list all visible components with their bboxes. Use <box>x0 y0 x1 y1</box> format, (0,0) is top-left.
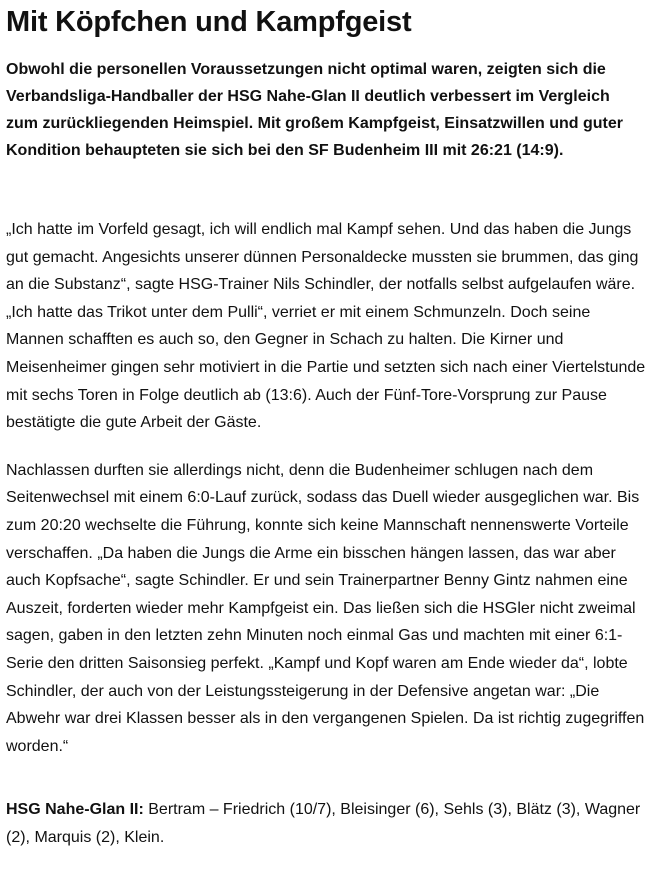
article-paragraph-1: „Ich hatte im Vorfeld gesagt, ich will endlich mal Kampf sehen. Und das haben die Jungs gut gemacht. Angesichts unserer dünnen Personaldecke mussten sie brummen, das ging an die Substanz“, sagte HSG-Trainer Nils Schindler, der notfalls selbst aufgelaufen wäre. „Ich hatte das Trikot unter dem Pulli“, verriet er mit einem Schmunzeln. Doch seine Mannen schafften es auch so, den Gegner in Schach zu halten. Die Kirner und Meisenheimer gingen sehr motiviert in die Partie und setzten sich nach einer Viertelstunde mit sechs Toren in Folge deutlich ab (13:6). Auch der Fünf-Tore-Vorsprung zur Pause bestätigte die gute Arbeit der Gäste. <box>6 221 646 432</box>
article-lead: Obwohl die personellen Voraussetzungen nicht optimal waren, zeigten sich die Verbandsliga-Handballer der HSG Nahe-Glan II deutlich verbessert im Vergleich zum zurückliegenden Heimspiel. Mit großem Kampfgeist, Einsatzwillen und guter Kondition behaupteten sie sich bei den SF Budenheim III mit 26:21 (14:9). <box>6 61 623 159</box>
roster-team-name: HSG Nahe-Glan II: <box>6 801 144 819</box>
article <box>6 0 646 851</box>
article-paragraph-2: Nachlassen durften sie allerdings nicht, denn die Budenheimer schlugen nach dem Seitenwechsel mit einem 6:0-Lauf zurück, sodass das Duell wieder ausgeglichen war. Bis zum 20:20 wechselte die Führung, konnte sich keine Mannschaft nennenswerte Vorteile verschaffen. „Da haben die Jungs die Arme ein bisschen hängen lassen, das war aber auch Kopfsache“, sagte Schindler. Er und sein Trainerpartner Benny Gintz nahmen eine Auszeit, forderten wieder mehr Kampfgeist ein. Das ließen sich die HSGler nicht zweimal sagen, gaben in den letzten zehn Minuten noch einmal Gas und machten mit einer 6:1-Serie den dritten Saisonsieg perfekt. „Kampf und Kopf waren am Ende wieder da“, lobte Schindler, der auch von der Leistungssteigerung in der Defensive angetan war: „Die Abwehr war drei Klassen besser als in den vergangenen Spielen. Da ist richtig zugegriffen worden.“ <box>6 461 645 755</box>
team-roster <box>6 796 646 851</box>
article-headline: Mit Köpfchen und Kampfgeist <box>6 6 412 38</box>
roster-players: Bertram – Friedrich (10/7), Bleisinger (6), Sehls (3), Blätz (3), Wagner (2), Marquis (2), Klein. <box>6 801 641 846</box>
